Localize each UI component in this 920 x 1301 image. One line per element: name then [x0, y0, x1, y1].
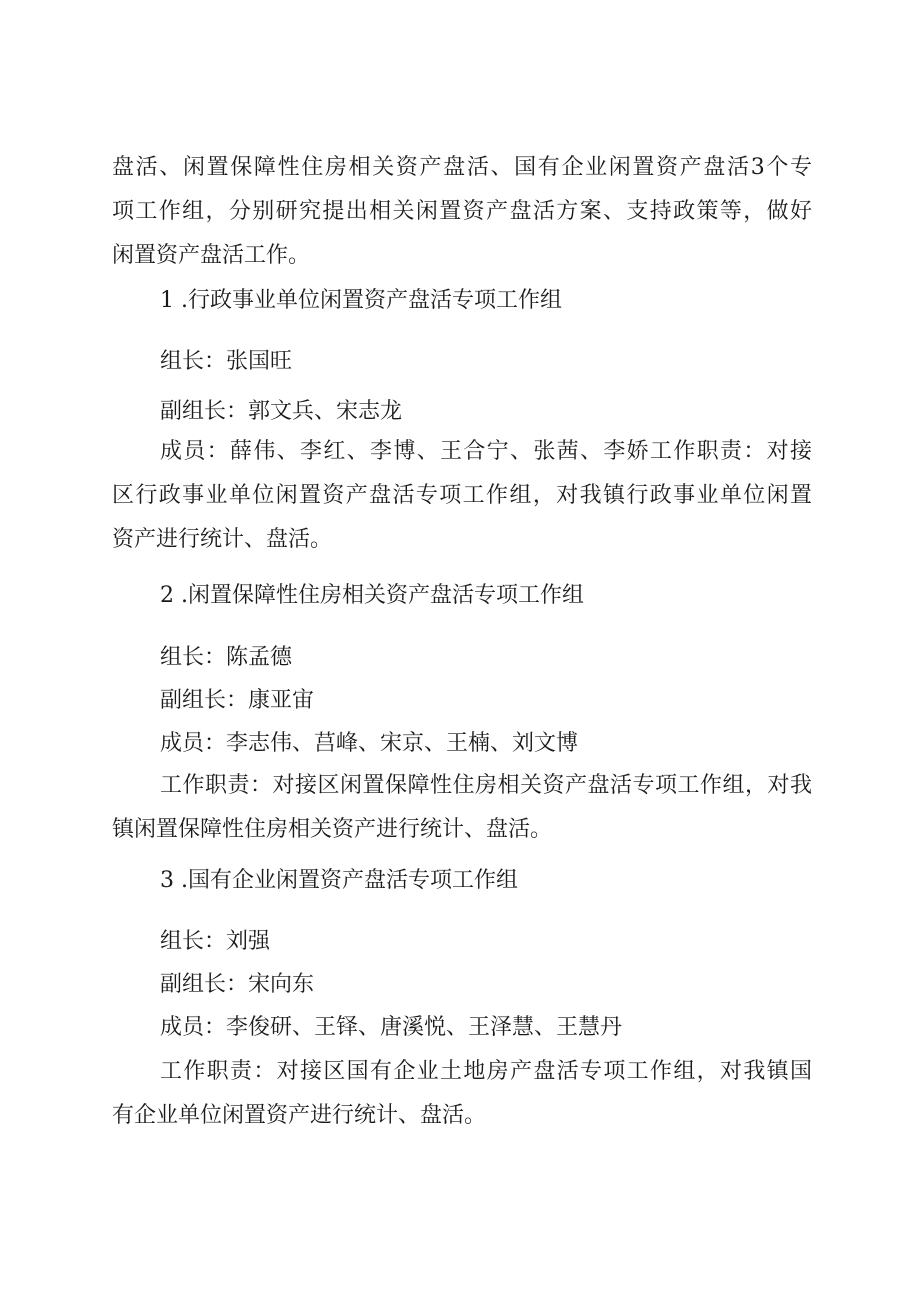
group3-members: 成员：李俊研、王铎、唐溪悦、王泽慧、王慧丹 [160, 1015, 623, 1040]
group3-duty-line-2: 有企业单位闲置资产进行统计、盘活。 [112, 1103, 487, 1128]
group3-leader: 组长：刘强 [160, 929, 271, 954]
group1-members-line-1: 成员：薛伟、李红、李博、王合宁、张茜、李娇工作职责：对接 [160, 439, 812, 464]
intro-line-1: 盘活、闲置保障性住房相关资产盘活、国有企业闲置资产盘活3个专 [112, 155, 812, 180]
intro-line-3: 闲置资产盘活工作。 [112, 243, 311, 268]
group1-leader: 组长：张国旺 [160, 349, 293, 374]
group2-deputy: 副组长：康亚宙 [160, 688, 315, 713]
group1-deputy: 副组长：郭文兵、宋志龙 [160, 399, 403, 424]
intro-line-2: 项工作组，分别研究提出相关闲置资产盘活方案、支持政策等，做好 [112, 199, 812, 224]
group3-duty-line-1: 工作职责：对接区国有企业土地房产盘活专项工作组，对我镇国 [160, 1059, 812, 1084]
group2-leader: 组长：陈孟德 [160, 645, 293, 670]
group3-heading: 3 .国有企业闲置资产盘活专项工作组 [160, 868, 518, 893]
group3-deputy: 副组长：宋向东 [160, 972, 315, 997]
group2-duty [112, 764, 812, 852]
intro-paragraph [112, 146, 812, 278]
group2-heading: 2 .闲置保障性住房相关资产盘活专项工作组 [160, 583, 584, 608]
group3-duty [112, 1050, 812, 1138]
group1-members-line-3: 资产进行统计、盘活。 [112, 527, 333, 552]
group2-duty-line-2: 镇闲置保障性住房相关资产进行统计、盘活。 [112, 817, 553, 842]
group1-members-line-2: 区行政事业单位闲置资产盘活专项工作组，对我镇行政事业单位闲置 [112, 483, 812, 508]
group2-duty-line-1: 工作职责：对接区闲置保障性住房相关资产盘活专项工作组，对我 [160, 773, 812, 798]
group1-members-duty [112, 430, 812, 562]
group1-heading: 1 .行政事业单位闲置资产盘活专项工作组 [160, 288, 562, 313]
group2-members: 成员：李志伟、莒峰、宋京、王楠、刘文博 [160, 731, 579, 756]
